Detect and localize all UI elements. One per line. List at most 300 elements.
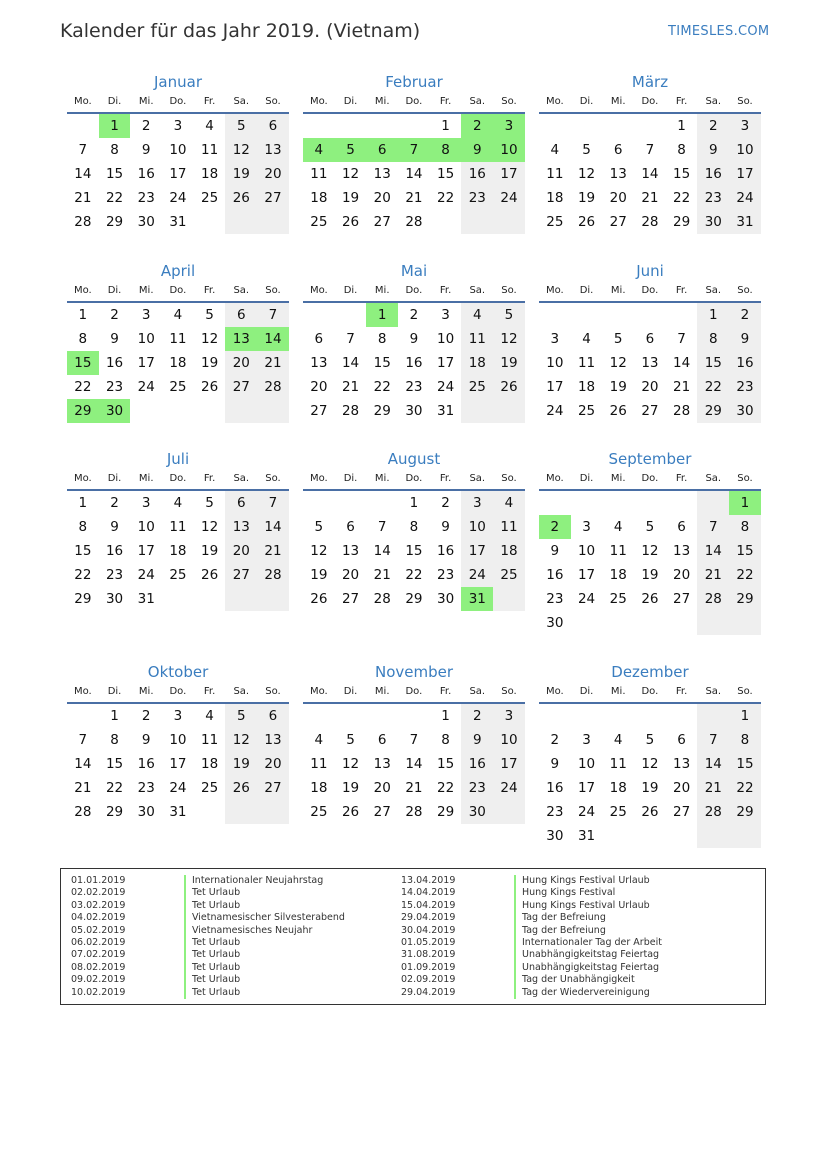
day-cell: 3 (550, 331, 560, 347)
weekday-label: Di. (579, 285, 594, 296)
holiday-day-cell: 7 (398, 138, 430, 162)
month-name: Oktober (147, 663, 209, 681)
day-cell: 5 (205, 307, 214, 323)
weekday-label: Di. (107, 473, 122, 484)
empty-cell (697, 611, 729, 635)
day-cell: 20 (373, 780, 391, 796)
day-cell: 6 (314, 331, 324, 347)
day-grid (539, 114, 761, 234)
legend-row (401, 987, 662, 999)
day-cell: 30 (546, 828, 564, 844)
day-cell: 16 (461, 752, 493, 776)
day-cell: 28 (74, 804, 92, 820)
holiday-day-cell: 14 (257, 327, 289, 351)
day-cell: 20 (673, 780, 691, 796)
empty-cell (225, 399, 257, 423)
day-cell: 1 (697, 303, 729, 327)
day-cell: 27 (341, 591, 360, 607)
weekday-label: Mo. (545, 686, 564, 697)
day-cell: 29 (697, 399, 729, 423)
weekday-label: Fr. (439, 473, 452, 484)
day-cell: 23 (105, 379, 124, 395)
weekday-header (539, 684, 761, 704)
weekday-label: Do. (169, 96, 187, 107)
day-cell: 9 (441, 519, 450, 535)
day-cell: 17 (493, 752, 525, 776)
day-cell: 22 (437, 190, 455, 206)
day-cell: 16 (546, 780, 564, 796)
day-cell: 7 (697, 728, 729, 752)
holiday-day-cell: 2 (539, 515, 571, 539)
day-cell: 17 (461, 539, 493, 563)
day-cell: 29 (729, 587, 761, 611)
day-cell: 1 (409, 495, 419, 511)
empty-cell (225, 587, 257, 611)
day-cell: 19 (341, 190, 360, 206)
empty-cell (493, 210, 525, 234)
day-cell: 1 (677, 118, 686, 134)
weekday-label: Do. (169, 473, 187, 484)
day-cell: 27 (609, 214, 627, 230)
day-cell: 18 (493, 539, 525, 563)
holiday-date: 10.02.2019 (71, 986, 126, 998)
brand-link[interactable]: TIMESLES.COM (668, 24, 770, 39)
legend-row (401, 925, 662, 937)
empty-cell (366, 491, 398, 515)
holiday-date: 29.04.2019 (401, 912, 456, 924)
legend-row (401, 949, 662, 961)
day-cell: 11 (201, 142, 219, 158)
day-cell: 17 (169, 756, 187, 772)
weekday-label: Mi. (610, 96, 626, 107)
weekday-label: Sa. (705, 285, 722, 296)
day-cell: 30 (546, 615, 564, 631)
weekday-label: Di. (343, 473, 358, 484)
holiday-day-cell: 8 (430, 138, 462, 162)
weekday-label: Fr. (203, 473, 216, 484)
day-grid (539, 303, 761, 423)
day-cell: 15 (729, 752, 761, 776)
day-cell: 27 (310, 403, 328, 419)
legend-row (401, 974, 662, 986)
day-cell: 17 (437, 355, 455, 371)
day-cell: 15 (437, 166, 455, 182)
weekday-header (67, 283, 289, 303)
empty-cell (697, 491, 729, 515)
day-cell: 23 (546, 804, 564, 820)
day-cell: 20 (373, 190, 391, 206)
day-cell: 3 (582, 519, 591, 535)
day-cell: 5 (645, 732, 655, 748)
empty-cell (571, 114, 603, 138)
weekday-label: Sa. (705, 473, 722, 484)
day-cell: 23 (137, 190, 155, 206)
day-cell: 23 (437, 567, 455, 583)
day-cell: 9 (461, 728, 493, 752)
day-cell: 8 (377, 331, 387, 347)
day-cell: 22 (729, 563, 761, 587)
day-cell: 21 (405, 780, 423, 796)
holiday-day-cell: 9 (461, 138, 493, 162)
empty-cell (225, 800, 257, 824)
empty-cell (225, 210, 257, 234)
legend-row (71, 949, 345, 961)
weekday-label: Fr. (203, 96, 216, 107)
holiday-day-cell: 2 (461, 114, 493, 138)
month-name: September (608, 450, 692, 468)
weekday-label: Do. (169, 285, 187, 296)
weekday-label: Mi. (138, 285, 154, 296)
day-cell: 22 (729, 776, 761, 800)
day-cell: 16 (137, 756, 155, 772)
empty-cell (194, 587, 226, 611)
weekday-label: Mo. (73, 473, 92, 484)
day-cell: 30 (437, 591, 455, 607)
day-cell: 12 (577, 166, 596, 182)
day-cell: 3 (493, 704, 525, 728)
weekday-header (67, 684, 289, 704)
day-cell: 3 (729, 114, 761, 138)
day-cell: 28 (74, 214, 92, 230)
weekday-label: So. (265, 285, 281, 296)
holiday-marker (184, 912, 186, 924)
empty-cell (666, 824, 698, 848)
empty-cell (398, 704, 430, 728)
day-cell: 4 (550, 142, 560, 158)
day-cell: 27 (373, 214, 391, 230)
holiday-name: Vietnamesischer Silvesterabend (192, 912, 345, 924)
holiday-name: Internationaler Tag der Arbeit (522, 936, 662, 948)
day-cell: 20 (609, 190, 627, 206)
holiday-name: Unabhängigkeitstag Feiertag (522, 961, 660, 973)
day-cell: 12 (493, 327, 525, 351)
empty-cell (162, 587, 194, 611)
day-cell: 24 (577, 591, 596, 607)
day-cell: 10 (577, 543, 596, 559)
day-cell: 18 (310, 190, 328, 206)
day-cell: 7 (645, 142, 655, 158)
day-cell: 26 (201, 567, 219, 583)
day-cell: 16 (405, 355, 423, 371)
empty-cell (602, 491, 634, 515)
day-cell: 18 (169, 355, 187, 371)
day-cell: 6 (257, 704, 289, 728)
day-cell: 6 (677, 519, 686, 535)
weekday-label: Sa. (233, 285, 250, 296)
weekday-header (539, 94, 761, 114)
day-cell: 18 (609, 780, 627, 796)
day-cell: 4 (173, 307, 183, 323)
day-cell: 25 (310, 214, 328, 230)
month-name: Juni (636, 262, 664, 280)
weekday-label: So. (737, 473, 753, 484)
day-cell: 2 (697, 114, 729, 138)
empty-cell (634, 704, 666, 728)
weekday-label: Mo. (309, 96, 328, 107)
empty-cell (634, 303, 666, 327)
day-cell: 1 (441, 708, 450, 724)
day-cell: 8 (441, 732, 450, 748)
day-cell: 21 (641, 190, 659, 206)
day-cell: 26 (641, 804, 659, 820)
empty-cell (539, 491, 571, 515)
day-cell: 31 (137, 591, 155, 607)
holiday-name: Tet Urlaub (192, 899, 241, 911)
day-cell: 20 (673, 567, 691, 583)
holiday-date: 02.09.2019 (401, 974, 456, 986)
day-cell: 18 (169, 543, 187, 559)
month-name: März (631, 73, 669, 91)
holiday-marker (514, 912, 516, 924)
day-cell: 27 (373, 804, 391, 820)
holiday-day-cell: 1 (99, 114, 131, 138)
holiday-name: Unabhängigkeitstag Feiertag (522, 949, 660, 961)
holiday-date: 09.02.2019 (71, 974, 126, 986)
day-cell: 8 (409, 519, 419, 535)
legend-row (71, 875, 345, 887)
day-cell: 7 (78, 142, 88, 158)
day-cell: 17 (169, 166, 187, 182)
month-april (67, 261, 289, 423)
holiday-marker (184, 937, 186, 949)
day-cell: 28 (405, 214, 423, 230)
day-cell: 19 (201, 543, 219, 559)
day-cell: 30 (461, 800, 493, 824)
holiday-day-cell: 13 (225, 327, 257, 351)
holiday-date: 02.02.2019 (71, 887, 126, 899)
weekday-label: So. (501, 473, 517, 484)
day-cell: 4 (493, 491, 525, 515)
weekday-header (67, 471, 289, 491)
day-cell: 9 (141, 142, 151, 158)
day-cell: 21 (74, 190, 92, 206)
day-cell: 30 (137, 214, 155, 230)
day-cell: 21 (257, 351, 289, 375)
day-cell: 20 (225, 539, 257, 563)
holiday-date: 31.08.2019 (401, 949, 456, 961)
day-cell: 25 (169, 379, 187, 395)
day-cell: 22 (74, 379, 92, 395)
day-cell: 18 (609, 567, 627, 583)
weekday-label: Do. (405, 96, 423, 107)
day-cell: 25 (201, 190, 219, 206)
holiday-date: 14.04.2019 (401, 887, 456, 899)
weekday-label: Di. (107, 285, 122, 296)
day-cell: 30 (137, 804, 155, 820)
day-cell: 4 (205, 118, 214, 134)
holiday-marker (514, 887, 516, 899)
day-cell: 7 (409, 732, 419, 748)
empty-cell (257, 399, 289, 423)
month-februar (303, 72, 525, 234)
weekday-label: Di. (579, 473, 594, 484)
day-cell: 10 (137, 519, 155, 535)
day-cell: 2 (141, 118, 151, 134)
day-cell: 2 (409, 307, 419, 323)
holiday-day-cell: 1 (729, 491, 761, 515)
day-cell: 14 (257, 515, 289, 539)
legend-row (401, 937, 662, 949)
day-cell: 18 (577, 379, 596, 395)
holiday-name: Tet Urlaub (192, 961, 241, 973)
day-cell: 21 (373, 567, 391, 583)
day-cell: 16 (105, 355, 124, 371)
day-cell: 10 (729, 138, 761, 162)
day-cell: 7 (377, 519, 387, 535)
day-cell: 25 (609, 804, 627, 820)
day-cell: 24 (137, 567, 155, 583)
weekday-label: Do. (405, 686, 423, 697)
month-name: Februar (385, 73, 443, 91)
day-cell: 6 (645, 331, 655, 347)
day-cell: 10 (437, 331, 455, 347)
day-cell: 1 (729, 704, 761, 728)
holiday-marker (184, 987, 186, 999)
weekday-label: Fr. (439, 96, 452, 107)
month-name: November (374, 663, 454, 681)
day-cell: 13 (641, 355, 659, 371)
empty-cell (335, 704, 367, 728)
day-cell: 5 (346, 732, 355, 748)
day-cell: 22 (697, 375, 729, 399)
day-cell: 26 (201, 379, 219, 395)
holiday-marker (184, 949, 186, 961)
day-cell: 31 (437, 403, 455, 419)
month-oktober (67, 662, 289, 824)
day-cell: 5 (582, 142, 591, 158)
empty-cell (366, 704, 398, 728)
day-cell: 4 (461, 303, 493, 327)
holiday-date: 05.02.2019 (71, 924, 126, 936)
empty-cell (257, 587, 289, 611)
day-cell: 2 (110, 495, 119, 511)
day-cell: 17 (493, 162, 525, 186)
day-cell: 13 (341, 543, 360, 559)
day-cell: 22 (105, 780, 124, 796)
weekday-label: Mo. (309, 473, 328, 484)
month-juli (67, 449, 289, 611)
day-cell: 14 (697, 752, 729, 776)
weekday-label: Sa. (705, 96, 722, 107)
holiday-day-cell: 5 (335, 138, 367, 162)
day-cell: 30 (697, 210, 729, 234)
weekday-label: Do. (641, 285, 659, 296)
empty-cell (335, 114, 367, 138)
holiday-marker (514, 987, 516, 999)
weekday-label: Sa. (469, 285, 486, 296)
day-cell: 30 (729, 399, 761, 423)
day-cell: 14 (341, 355, 360, 371)
day-cell: 29 (437, 804, 455, 820)
day-cell: 3 (582, 732, 591, 748)
day-cell: 5 (645, 519, 655, 535)
day-cell: 20 (257, 162, 289, 186)
weekday-label: So. (265, 96, 281, 107)
holiday-date: 06.02.2019 (71, 936, 126, 948)
day-cell: 19 (609, 379, 627, 395)
day-cell: 4 (314, 732, 324, 748)
holiday-date: 30.04.2019 (401, 924, 456, 936)
day-cell: 27 (673, 591, 691, 607)
empty-cell (666, 611, 698, 635)
day-cell: 13 (373, 756, 391, 772)
weekday-label: So. (737, 686, 753, 697)
day-cell: 9 (110, 331, 119, 347)
day-cell: 18 (461, 351, 493, 375)
legend-row (71, 912, 345, 924)
month-name: August (387, 450, 441, 468)
day-cell: 8 (78, 519, 88, 535)
holiday-date: 08.02.2019 (71, 961, 126, 973)
holiday-marker (184, 887, 186, 899)
day-cell: 14 (74, 166, 92, 182)
day-cell: 28 (373, 591, 391, 607)
holiday-marker (514, 925, 516, 937)
day-cell: 4 (173, 495, 183, 511)
weekday-label: Fr. (675, 285, 688, 296)
holiday-marker (184, 875, 186, 887)
day-cell: 8 (78, 331, 88, 347)
day-cell: 20 (225, 351, 257, 375)
holiday-name: Tet Urlaub (192, 887, 241, 899)
empty-cell (666, 491, 698, 515)
day-cell: 3 (141, 495, 151, 511)
empty-cell (571, 303, 603, 327)
weekday-label: So. (501, 96, 517, 107)
day-cell: 12 (641, 756, 659, 772)
day-cell: 6 (225, 491, 257, 515)
holiday-date: 03.02.2019 (71, 899, 126, 911)
empty-cell (697, 704, 729, 728)
day-cell: 12 (201, 331, 219, 347)
day-cell: 21 (341, 379, 360, 395)
weekday-label: Di. (107, 96, 122, 107)
weekday-label: Sa. (233, 473, 250, 484)
day-cell: 9 (110, 519, 119, 535)
day-cell: 8 (677, 142, 686, 158)
day-cell: 28 (641, 214, 659, 230)
holiday-date: 01.05.2019 (401, 936, 456, 948)
empty-cell (571, 704, 603, 728)
day-cell: 16 (105, 543, 124, 559)
legend-row (71, 962, 345, 974)
day-cell: 9 (550, 756, 560, 772)
day-grid (539, 491, 761, 635)
empty-cell (634, 114, 666, 138)
day-cell: 15 (729, 539, 761, 563)
day-grid (303, 303, 525, 423)
holiday-marker (514, 962, 516, 974)
weekday-label: So. (265, 686, 281, 697)
day-cell: 4 (582, 331, 591, 347)
day-cell: 18 (310, 780, 328, 796)
day-cell: 14 (405, 166, 423, 182)
day-cell: 3 (173, 118, 183, 134)
weekday-label: Mo. (545, 96, 564, 107)
day-cell: 8 (110, 732, 119, 748)
day-cell: 28 (341, 403, 360, 419)
day-cell: 3 (441, 307, 450, 323)
empty-cell (666, 303, 698, 327)
empty-cell (602, 704, 634, 728)
weekday-label: So. (737, 96, 753, 107)
day-cell: 22 (105, 190, 124, 206)
day-cell: 18 (546, 190, 564, 206)
day-cell: 24 (137, 379, 155, 395)
month-name: Mai (400, 262, 428, 280)
day-cell: 8 (729, 728, 761, 752)
day-cell: 12 (341, 756, 360, 772)
